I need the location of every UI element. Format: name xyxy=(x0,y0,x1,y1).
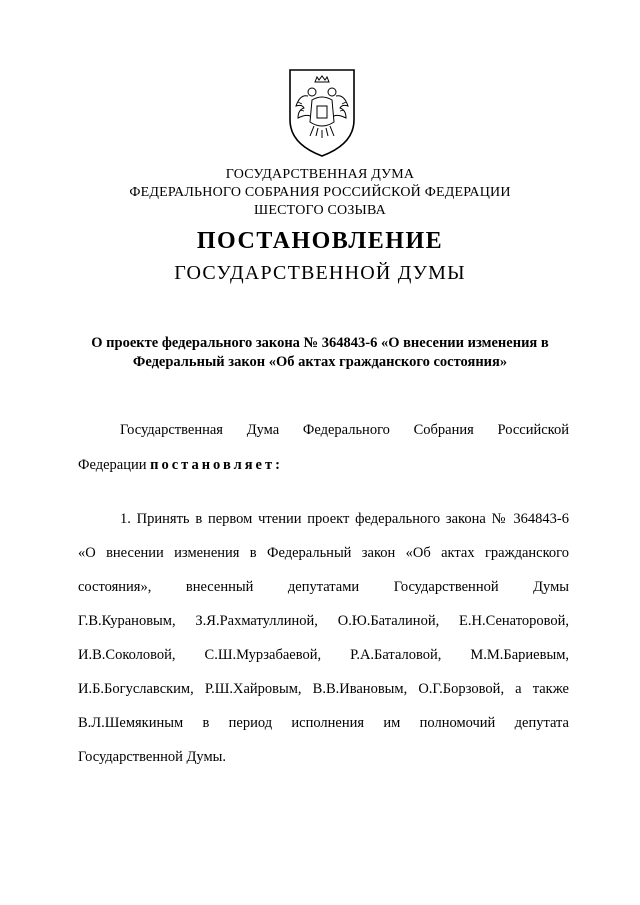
header-line-3: ШЕСТОГО СОЗЫВА xyxy=(254,203,386,218)
item1-line-7: В.Л.Шемякиным в период исполнения им полномочий депутата xyxy=(78,715,569,731)
preamble-federation: Федерации xyxy=(78,457,147,473)
preamble-resolves: постановляет: xyxy=(150,457,283,473)
item1-line-3: состояния», внесенный депутатами Государственной Думы xyxy=(78,579,569,595)
preamble-line-1: Государственная Дума Федерального Собрания Российской xyxy=(120,422,569,438)
subject-line-1: О проекте федерального закона № 364843-6 «О внесении изменения в xyxy=(91,335,549,351)
item1-line-8: Государственной Думы. xyxy=(78,749,226,765)
document-subtitle: ГОСУДАРСТВЕННОЙ ДУМЫ xyxy=(174,262,466,284)
header-line-1: ГОСУДАРСТВЕННАЯ ДУМА xyxy=(225,167,415,182)
item1-line-5: И.В.Соколовой, С.Ш.Мурзабаевой, Р.А.Баталовой, М.М.Бариевым, xyxy=(78,647,569,663)
item1-line-6: И.Б.Богуславским, Р.Ш.Хайровым, В.В.Ивановым, О.Г.Борзовой, а также xyxy=(78,681,569,697)
item1-line-1: 1. Принять в первом чтении проект федерального закона № 364843-6 xyxy=(120,511,569,527)
document-title: ПОСТАНОВЛЕНИЕ xyxy=(196,228,444,254)
coat-of-arms-icon xyxy=(282,66,362,160)
item1-line-4: Г.В.Курановым, З.Я.Рахматуллиной, О.Ю.Баталиной, Е.Н.Сенаторовой, xyxy=(78,613,569,629)
preamble-line-2 xyxy=(78,457,283,474)
subject-line-2: Федеральный закон «Об актах гражданского состояния» xyxy=(132,354,508,370)
header-line-2: ФЕДЕРАЛЬНОГО СОБРАНИЯ РОССИЙСКОЙ ФЕДЕРАЦИИ xyxy=(129,185,511,200)
item1-line-2: «О внесении изменения в Федеральный закон «Об актах гражданского xyxy=(78,545,569,561)
